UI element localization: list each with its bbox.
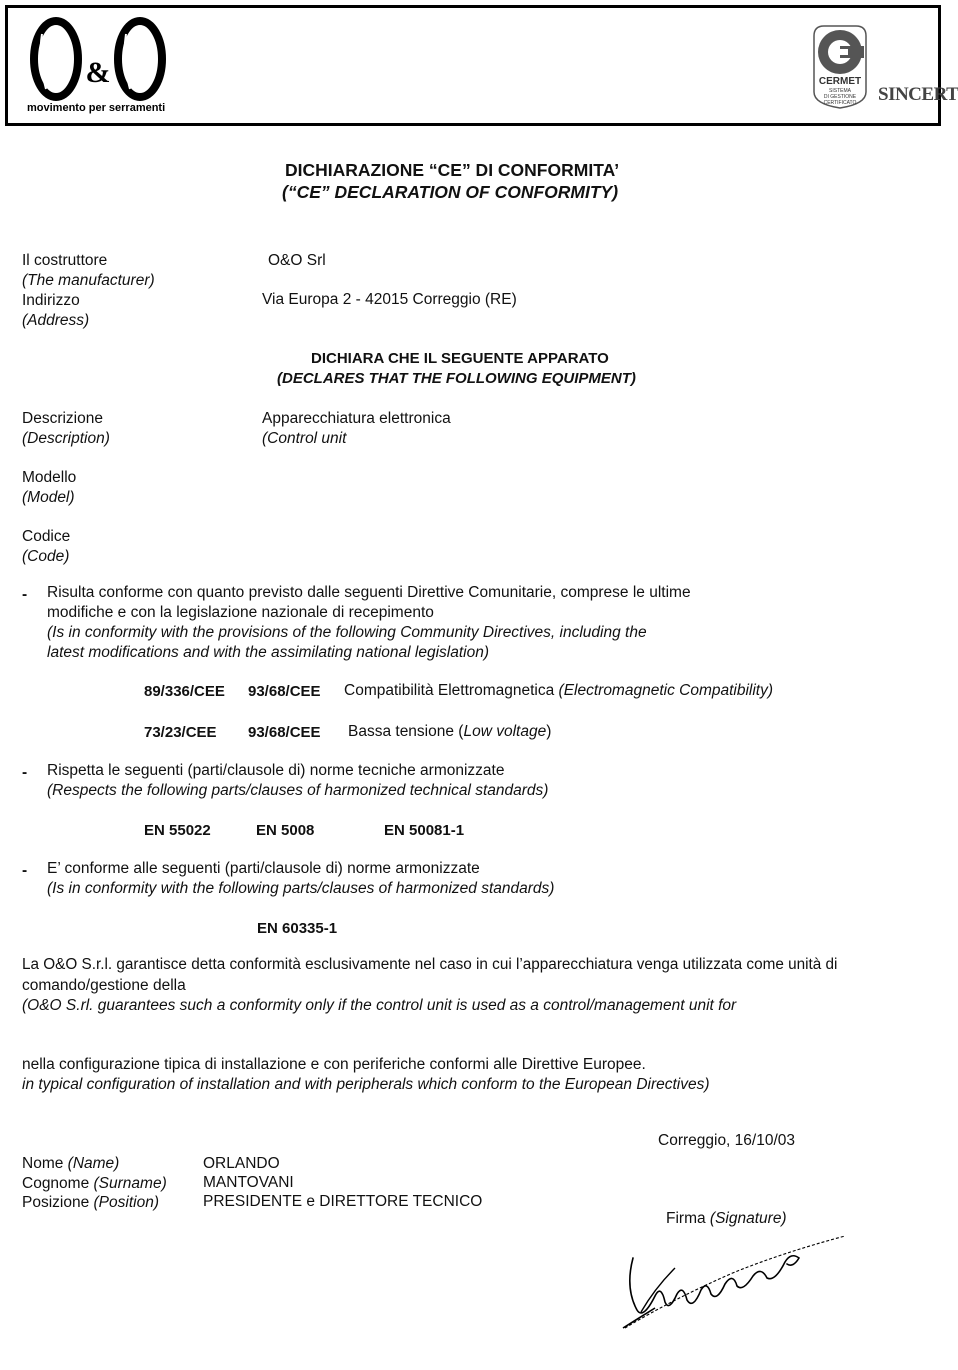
code-label: Codice [22, 528, 71, 545]
address-label-en: (Address) [22, 312, 90, 329]
directive-code: 93/68/CEE [248, 683, 321, 700]
handwritten-signature [615, 1228, 855, 1338]
directive-code: 93/68/CEE [248, 724, 321, 741]
standards-line-1: Rispetta le seguenti (parti/clausole di) norme tecniche armonizzate [47, 762, 505, 779]
standard-code: EN 5008 [256, 822, 315, 839]
manufacturer-label-en: (The manufacturer) [22, 272, 155, 289]
signatory-position-label [22, 1194, 159, 1212]
directive-code: 73/23/CEE [144, 724, 217, 741]
document-title: DICHIARAZIONE “CE” DI CONFORMITA’ [285, 160, 620, 180]
address-label: Indirizzo [22, 292, 80, 309]
letterhead [5, 5, 958, 126]
description-value-en: (Control unit [262, 430, 347, 447]
signatory-surname-label [22, 1175, 167, 1193]
signatory-surname: MANTOVANI [203, 1174, 294, 1191]
position-label: Posizione [22, 1194, 94, 1211]
harmonized-line-2: (Is in conformity with the following parts/clauses of harmonized standards) [47, 880, 555, 897]
signatory-name: ORLANDO [203, 1155, 280, 1172]
company-logo [28, 14, 178, 104]
document-title-en: (“CE” DECLARATION OF CONFORMITY) [282, 182, 619, 202]
signature-label [666, 1210, 787, 1228]
surname-label-en: (Surname) [93, 1175, 167, 1192]
guarantee-line-5: in typical configuration of installation and with peripherals which conform to the European Directives) [22, 1076, 710, 1093]
directive-description [348, 723, 551, 741]
cermet-text: CERMET [818, 76, 862, 87]
bullet-dash: - [22, 764, 28, 781]
directive-code: 89/336/CEE [144, 683, 225, 700]
declares-heading: DICHIARA CHE IL SEGUENTE APPARATO [311, 350, 609, 367]
declares-heading-en: (DECLARES THAT THE FOLLOWING EQUIPMENT) [277, 370, 636, 387]
guarantee-line-1: La O&O S.r.l. garantisce detta conformità esclusivamente nel caso in cui l’apparecchiatura venga utilizzata come unità di [22, 956, 838, 973]
name-label-en: (Name) [67, 1155, 120, 1172]
address-value: Via Europa 2 - 42015 Correggio (RE) [262, 291, 517, 308]
name-label: Nome [22, 1155, 68, 1172]
standards-line-2: (Respects the following parts/clauses of harmonized technical standards) [47, 782, 549, 799]
signatory-name-label [22, 1155, 119, 1173]
signature-label-it: Firma [666, 1210, 710, 1227]
manufacturer-value: O&O Srl [268, 252, 326, 269]
bullet-dash: - [22, 586, 28, 603]
directive-text: Bassa tensione ( [348, 723, 464, 740]
cert-caption-2: DI GESTIONE [823, 94, 857, 100]
manufacturer-label: Il costruttore [22, 252, 108, 269]
directives-line-3: (Is in conformity with the provisions of the following Community Directives, including the [47, 624, 647, 641]
code-label-en: (Code) [22, 548, 70, 565]
cermet-certification-logo [808, 22, 872, 110]
harmonized-standard-code: EN 60335-1 [257, 920, 338, 937]
surname-label: Cognome [22, 1175, 94, 1192]
directive-text-en: Low voltage [463, 723, 547, 740]
signatory-position: PRESIDENTE e DIRETTORE TECNICO [203, 1193, 483, 1210]
standard-code: EN 55022 [144, 822, 211, 839]
cert-caption-3: CERTIFICATO [823, 100, 857, 106]
directives-line-1: Risulta conforme con quanto previsto dalle seguenti Direttive Comunitarie, comprese le ultime [47, 584, 691, 601]
place-date: Correggio, 16/10/03 [658, 1132, 796, 1149]
standard-code: EN 50081-1 [384, 822, 465, 839]
directive-text-end: ) [546, 723, 552, 740]
harmonized-line-1: E’ conforme alle seguenti (parti/clausole di) norme armonizzate [47, 860, 480, 877]
logo-tagline: movimento per serramenti [27, 102, 166, 114]
cert-caption-1: SISTEMA [829, 88, 851, 94]
svg-text:&: & [85, 56, 111, 89]
description-value: Apparecchiatura elettronica [262, 410, 451, 427]
model-label-en: (Model) [22, 489, 75, 506]
directive-text: Compatibilità Elettromagnetica [344, 682, 559, 699]
model-label: Modello [22, 469, 77, 486]
position-label-en: (Position) [93, 1194, 159, 1211]
directive-description [344, 682, 773, 700]
guarantee-line-3: (O&O S.rl. guarantees such a conformity only if the control unit is used as a control/management unit for [22, 997, 737, 1014]
directives-line-4: latest modifications and with the assimilating national legislation) [47, 644, 489, 661]
signature-label-en: (Signature) [709, 1210, 787, 1227]
bullet-dash: - [22, 862, 28, 879]
directives-line-2: modifiche e con la legislazione nazionale di recepimento [47, 604, 434, 621]
sincert-logo: SINCERT [878, 84, 958, 105]
guarantee-line-2: comando/gestione della [22, 977, 186, 994]
description-label: Descrizione [22, 410, 103, 427]
directive-text-en: (Electromagnetic Compatibility) [558, 682, 774, 699]
guarantee-line-4: nella configurazione tipica di installazione e con periferiche conformi alle Direttive Europee. [22, 1056, 646, 1073]
description-label-en: (Description) [22, 430, 110, 447]
